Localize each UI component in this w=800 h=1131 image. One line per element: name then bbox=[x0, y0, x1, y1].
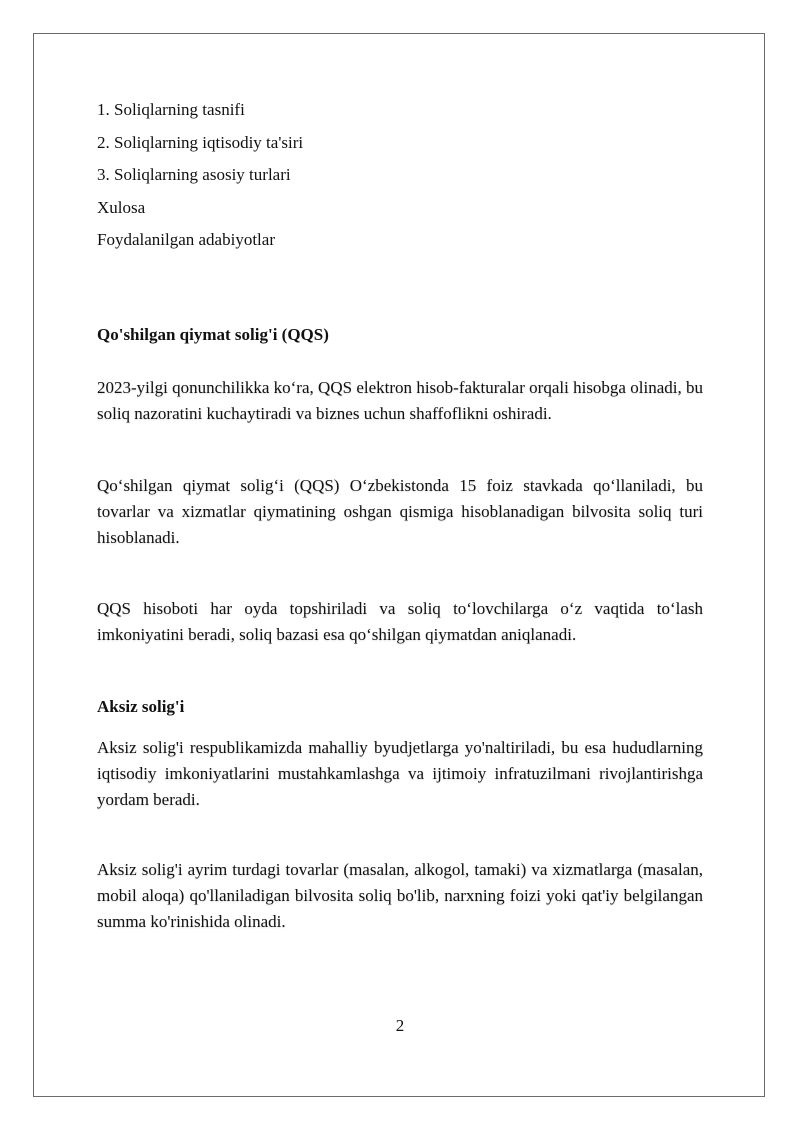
page-number: 2 bbox=[395, 1016, 405, 1035]
toc-item: Xulosa bbox=[97, 197, 146, 217]
vat-paragraph: Qo‘shilgan qiymat solig‘i (QQS) O‘zbekistonda 15 foiz stavkada qo‘llaniladi, bu tovarlar va xizmatlar qiymatining oshgan qismiga hisoblanadigan bilvosita soliq turi hisoblanadi. bbox=[97, 476, 703, 547]
toc-item: 1. Soliqlarning tasnifi bbox=[97, 100, 245, 119]
excise-heading: Aksiz solig'i bbox=[97, 697, 185, 716]
toc-item: Foydalanilgan adabiyotlar bbox=[97, 230, 275, 249]
vat-paragraph: QQS hisoboti har oyda topshiriladi va soliq to‘lovchilarga o‘z vaqtida to‘lash imkoniyatini beradi, soliq bazasi esa qo‘shilgan qiymatdan aniqlanadi. bbox=[97, 599, 703, 644]
toc-item: 3. Soliqlarning asosiy turlari bbox=[97, 165, 291, 184]
vat-heading: Qo'shilgan qiymat solig'i (QQS) bbox=[97, 325, 329, 344]
excise-paragraph: Aksiz solig'i ayrim turdagi tovarlar (masalan, alkogol, tamaki) va xizmatlarga (masalan, mobil aloqa) qo'llaniladigan bilvosita soliq bo'lib, narxning foizi yoki qat'iy belgilangan summa ko'rinishida olinadi. bbox=[97, 860, 703, 931]
excise-paragraph: Aksiz solig'i respublikamizda mahalliy byudjetlarga yo'naltiriladi, bu esa hududlarning iqtisodiy imkoniyatlarini mustahkamlashga va ijtimoiy infratuzilmani rivojlantirishga yordam beradi. bbox=[97, 738, 703, 809]
vat-paragraph: 2023-yilgi qonunchilikka ko‘ra, QQS elektron hisob-fakturalar orqali hisobga olinadi, bu soliq nazoratini kuchaytiradi va biznes uchun shaffoflikni oshiradi. bbox=[97, 378, 703, 423]
toc-item: 2. Soliqlarning iqtisodiy ta'siri bbox=[97, 132, 304, 152]
table-of-contents bbox=[97, 94, 707, 257]
